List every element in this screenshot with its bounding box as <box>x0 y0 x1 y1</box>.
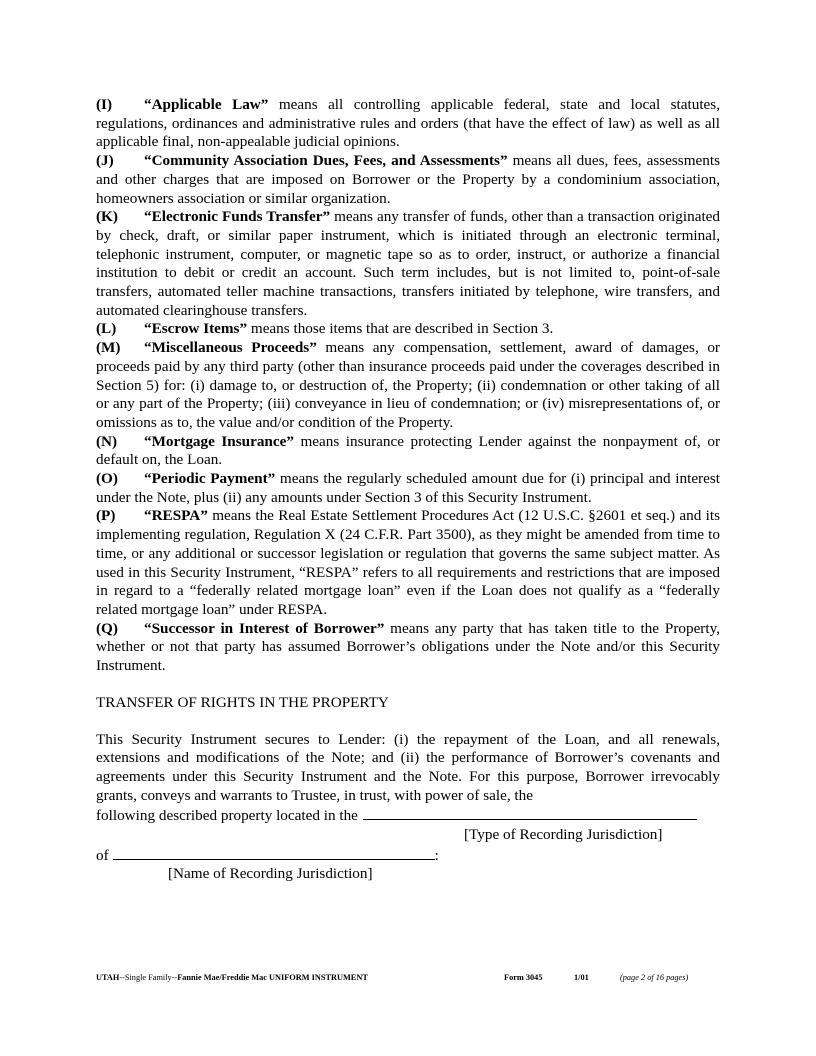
type-jurisdiction-label: [Type of Recording Jurisdiction] <box>464 826 663 844</box>
definition-term: “Applicable Law” <box>144 96 269 113</box>
definition-item <box>96 320 720 339</box>
definition-item <box>96 507 720 619</box>
definition-letter: (N) <box>96 432 118 450</box>
definition-term: “Electronic Funds Transfer” <box>144 208 331 226</box>
definition-letter: (Q) <box>96 619 118 637</box>
definition-item <box>96 470 720 507</box>
property-location-text: following described property located in the <box>96 807 358 825</box>
definition-letter: (O) <box>96 470 118 488</box>
recording-jurisdiction-name-blank[interactable] <box>113 845 435 860</box>
definition-item <box>96 620 720 676</box>
definition-text: means insurance protecting Lender against the nonpayment of, or default on, the Loan. <box>96 432 720 469</box>
definition-letter: (P) <box>96 507 116 525</box>
definition-item <box>96 339 720 433</box>
definition-term: “Periodic Payment” <box>144 470 276 488</box>
definition-term: “Escrow Items” <box>144 320 248 338</box>
definition-term: “RESPA” <box>144 507 208 525</box>
of-line <box>96 845 720 866</box>
footer-instrument-name: Fannie Mae/Freddie Mac UNIFORM INSTRUMENT <box>177 973 368 982</box>
document-page <box>96 96 720 884</box>
definition-text: means all controlling applicable federal, state and local statutes, regulations, ordinances and administrative rules and orders (that have the effect of law) as well as all applicable final, non-appealable judicial opinions. <box>96 96 721 151</box>
footer-state: UTAH <box>96 973 120 982</box>
definition-letter: (I) <box>96 96 113 113</box>
name-jurisdiction-label: [Name of Recording Jurisdiction] <box>168 865 373 883</box>
definition-letter: (K) <box>96 208 118 226</box>
definition-term: “Mortgage Insurance” <box>144 432 294 450</box>
definition-text: means any compensation, settlement, award of damages, or proceeds paid by any third party (other than insurance proceeds paid under the coverages described in Section 5) for: (i) damage to, or destruction of, the Property; (ii) condemnation or other taking of all or any part of the Property; (iii) conveyance in lieu of condemnation; or (iv) misrepresentations of, or omissions as to, the value and/or condition of the Property. <box>96 339 720 431</box>
definition-letter: (J) <box>96 152 114 170</box>
definition-item <box>96 96 720 152</box>
property-location-line <box>96 805 720 826</box>
definition-term: “Community Association Dues, Fees, and Assessments” <box>144 152 508 170</box>
of-label: of <box>96 846 109 864</box>
definition-letter: (L) <box>96 320 117 338</box>
definition-letter: (M) <box>96 339 121 357</box>
definition-text: means any transfer of funds, other than a transaction originated by check, draft, or similar paper instrument, which is initiated through an electronic terminal, telephonic instrument, computer, or magnetic tape so as to order, instruct, or authorize a financial institution to debit or credit an account. Such term includes, but is not limited to, point-of-sale transfers, automated teller machine transactions, transfers initiated by telephone, wire transfers, and automated clearinghouse transfers. <box>96 208 720 319</box>
footer-form: Form 3045 <box>504 973 543 982</box>
of-suffix: : <box>434 846 439 864</box>
definition-item <box>96 152 720 208</box>
definition-term: “Successor in Interest of Borrower” <box>144 619 385 637</box>
definition-item <box>96 433 720 470</box>
definition-term: “Miscellaneous Proceeds” <box>144 339 317 357</box>
footer-instrument <box>96 973 368 983</box>
definition-text: means the Real Estate Settlement Procedures Act (12 U.S.C. §2601 et seq.) and its implementing regulation, Regulation X (24 C.F.R. Part 3500), as they might be amended from time to time, or any additional or successor legislation or regulation that governs the same subject matter. As used in this Security Instrument, “RESPA” refers to all requirements and restrictions that are imposed in regard to a “federally related mortgage loan” even if the Loan does not qualify as a “federally related mortgage loan” under RESPA. <box>96 507 720 618</box>
definition-item <box>96 208 720 320</box>
footer-family: --Single Family-- <box>119 973 178 982</box>
definitions-list <box>96 96 720 676</box>
footer-page: (page 2 of 16 pages) <box>620 973 689 982</box>
definition-text: means any party that has taken title to the Property, whether or not that party has assumed Borrower’s obligations under the Note and/or this Security Instrument. <box>96 619 720 675</box>
transfer-paragraph <box>96 731 720 806</box>
section-heading: TRANSFER OF RIGHTS IN THE PROPERTY <box>96 693 389 711</box>
definition-text: means all dues, fees, assessments and other charges that are imposed on Borrower or the Property by a condominium association, homeowners association or similar organization. <box>96 152 720 207</box>
definition-text: means those items that are described in Section 3. <box>247 320 554 338</box>
transfer-text: This Security Instrument secures to Lender: (i) the repayment of the Loan, and all renewals, extensions and modifications of the Note; and (ii) the performance of Borrower’s covenants and agreements under this Security Instrument and the Note. For this purpose, Borrower irrevocably grants, conveys and warrants to Trustee, in trust, with power of sale, the <box>96 730 720 804</box>
definition-text: means the regularly scheduled amount due for (i) principal and interest under the Note, plus (ii) any amounts under Section 3 of this Security Instrument. <box>96 470 720 506</box>
recording-jurisdiction-type-blank[interactable] <box>363 805 697 820</box>
footer-date: 1/01 <box>574 973 589 982</box>
